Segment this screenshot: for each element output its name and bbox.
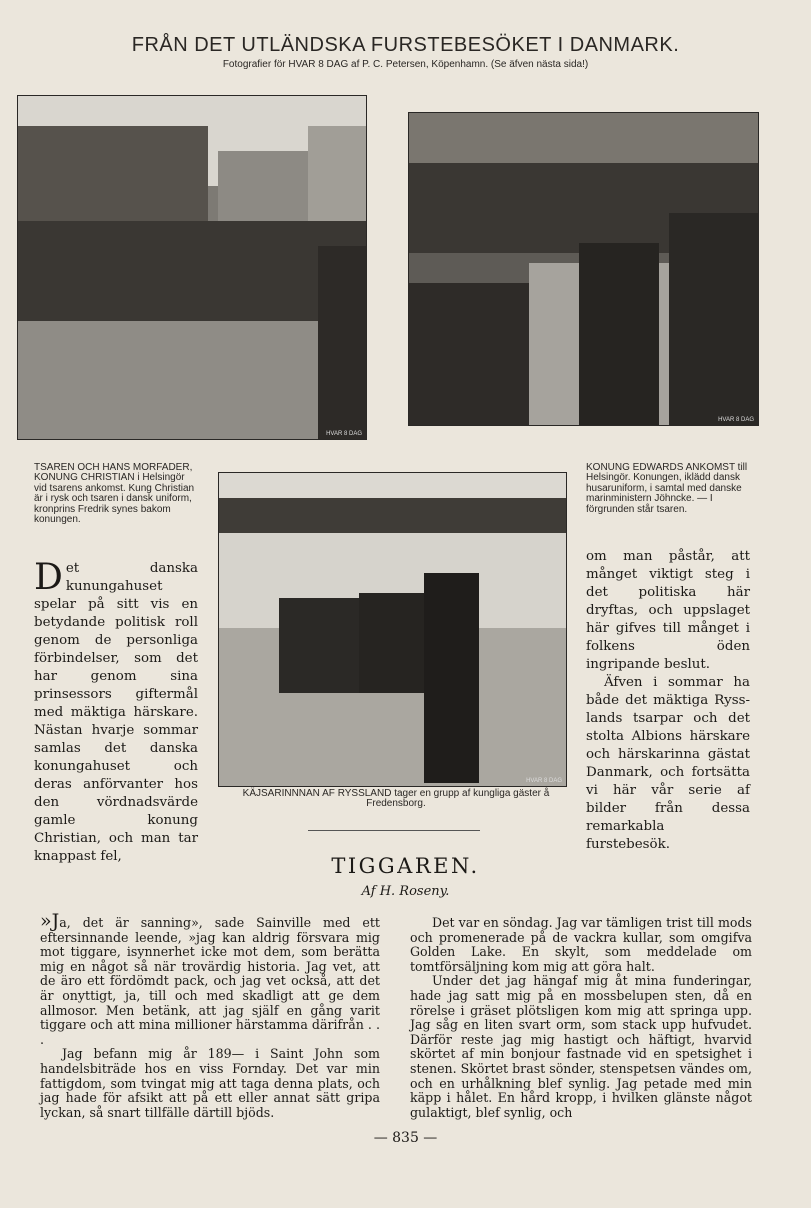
story-opening-letter: »J (40, 910, 60, 932)
photo-fredensborg-group (218, 472, 567, 787)
article-text: et danska kunungahuset spelar på sitt vis en betydande politisk roll genom de personliga förbindelser, som det har genom sina prinsessors giftermål med mäktiga härskare. Nästan hvarje sommar samlas det danska konungahuset och deras anförvanter hos den vördnadsvärde gamle konung Christian, och man tar knappast fel, (34, 561, 198, 864)
page-number: — 835 — (373, 1130, 438, 1146)
caption-empress: KÄJSARINNNAN AF RYSSLAND tager en grupp af kungliga gäster å Fredensborg. (242, 788, 550, 810)
story-text: a, det är sanning», sade Sainville med ett eftersinnande leende, »jag kan aldrig försvara mig mot tiggare, isynnerhet icke mot dem, som berätta mig en något så när trovärdig historia. Jag vet, att de äro ett fördömdt pack, och jag vet också, att det är onyttigt, ja, till och med skadligt att ge dem allmosor. Men betänk, att jag själf en gång varit tiggare och att mina millioner härstamma därifrån . . . (40, 915, 380, 1047)
caption-tsar: TSAREN OCH HANS MORFADER, KONUNG CHRISTIAN i Helsingör vid tsarens ankomst. Kung Christian är i rysk och tsaren i dansk uniform, kronprins Fredrik synes bakom konungen. (34, 462, 195, 526)
article-paragraph: om man påstår, att månget viktigt steg i det politiska här dryftas, och uppslaget här gifves till månget i folkens öden ingripande beslut. (586, 549, 750, 672)
photo-king-edward-arrival (408, 112, 759, 426)
photo-credit: HVAR 8 DAG (526, 778, 562, 784)
photo-tsar-arrival (17, 95, 367, 440)
story-title: TIGGAREN. (331, 854, 480, 878)
article-right-column (586, 548, 750, 854)
story-left-column (40, 910, 380, 1120)
photo-credit-line: Fotografier för HVAR 8 DAG af P. C. Petersen, Köpenhamn. (Se äfven nästa sida!) (222, 59, 589, 70)
article-left-column (34, 557, 198, 866)
article-paragraph: Äfven i sommar ha både det mäktiga Rysslands tsarpar och det stolta Albions härskare och härskarinna gästat Danmark, och fortsätta vi här vår serie af bilder från dessa remarkabla furstebesök. (586, 675, 750, 852)
drop-cap: D (34, 557, 63, 598)
photo-credit: HVAR 8 DAG (326, 431, 362, 437)
page-title: FRÅN DET UTLÄNDSKA FURSTEBESÖKET I DANMARK. (131, 34, 680, 56)
story-paragraph: Det var en söndag. Jag var tämligen trist till mods och promenerade på de vackra kullar, som omgifva Golden Lake. En skylt, som meddelade om tomtförsäljning kom mig att göra halt. (410, 915, 752, 974)
divider (308, 830, 480, 831)
story-byline: Af H. Roseny. (361, 884, 450, 899)
story-paragraph: Under det jag hängaf mig åt mina funderingar, hade jag satt mig på en mossbelupen sten, då en rörelse i gräset plötsligen kom mig att springa upp. Jag såg en liten svart orm, som stack upp hufvudet. Därför reste jag mig hastigt och häftigt, hvarvid skörtet af min bonjour fastnade vid en spetsighet i stenen. Skörtet brast sönder, stenspetsen vändes om, och en urhålkning blef synlig. Jag petade med min käpp i hålet. En hård kropp, i hvilken glänste något gulaktigt, blef synlig, och (410, 973, 752, 1120)
caption-king-edward: KONUNG EDWARDS ANKOMST till Helsingör. Konungen, iklädd dansk husaruniform, i samtal med danske marinministern Jöhncke. — I förgrunden står tsaren. (586, 462, 748, 515)
photo-credit: HVAR 8 DAG (718, 417, 754, 423)
story-paragraph: Jag befann mig år 189— i Saint John som handelsbiträde hos en viss Fornday. Det var min fattigdom, som tvingat mig att taga denna plats, och jag hade för afsikt att på ett eller annat sätt gripa lyckan, så snart tillfälle därtill bjöds. (40, 1046, 380, 1120)
story-right-column (410, 916, 752, 1120)
